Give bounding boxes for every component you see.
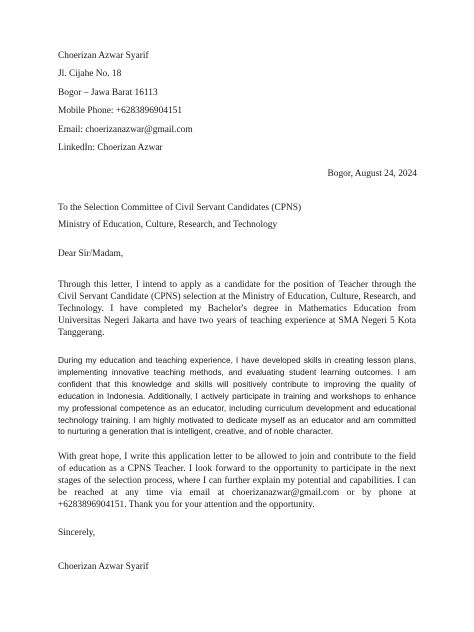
salutation: Dear Sir/Madam, <box>58 249 124 259</box>
letter-date: Bogor, August 24, 2024 <box>327 169 417 179</box>
closing: Sincerely, <box>58 528 96 538</box>
body-paragraph-3: With great hope, I write this application letter to be allowed to join and contribute to the field of education as a CPNS Teacher. I look forward to the opportunity to participate in the next stages of the selection process, where I can further explain my potential and capabilities. I can be reached at any time via email at choerizanazwar@gmail.com or by phone at +6283896904151. Thank you for your attention and the opportunity. <box>58 452 416 510</box>
sender-block <box>58 47 193 157</box>
sender-email: Email: choerizanazwar@gmail.com <box>58 124 193 135</box>
sender-street: Jl. Cijahe No. 18 <box>58 69 122 80</box>
sender-name: Choerizan Azwar Syarif <box>58 51 149 61</box>
recipient-line-1: To the Selection Committee of Civil Servant Candidates (CPNS) <box>58 203 302 213</box>
body-paragraph-1: Through this letter, I intend to apply as a candidate for the position of Teacher through the Civil Servant Candidate (CPNS) selection at the Ministry of Education, Culture, Research, and Technology. I have completed my Bachelor's degree in Mathematics Education from Universitas Negeri Jakarta and have two years of teaching experience at SMA Negeri 5 Kota Tanggerang. <box>58 280 416 338</box>
sender-phone: Mobile Phone: +6283896904151 <box>58 106 183 117</box>
signature-name: Choerizan Azwar Syarif <box>58 562 149 572</box>
body-paragraph-2: During my education and teaching experience, I have developed skills in creating lesson plans, implementing innovative teaching methods, and evaluating student learning outcomes. I am confident that this knowledge and skills will positively contribute to improving the quality of education in Indonesia. Additionally, I actively participate in training and workshops to enhance my professional competence as an educator, including curriculum development and educational technology training. I am highly motivated to dedicate myself as an educator and am committed to nurturing a generation that is intelligent, creative, and of noble character. <box>58 355 416 437</box>
recipient-line-2: Ministry of Education, Culture, Research, and Technology <box>58 220 278 230</box>
sender-city: Bogor – Jawa Barat 16113 <box>58 87 158 98</box>
sender-linkedin: LinkedIn: Choerizan Azwar <box>58 142 163 153</box>
recipient-block <box>58 200 301 234</box>
